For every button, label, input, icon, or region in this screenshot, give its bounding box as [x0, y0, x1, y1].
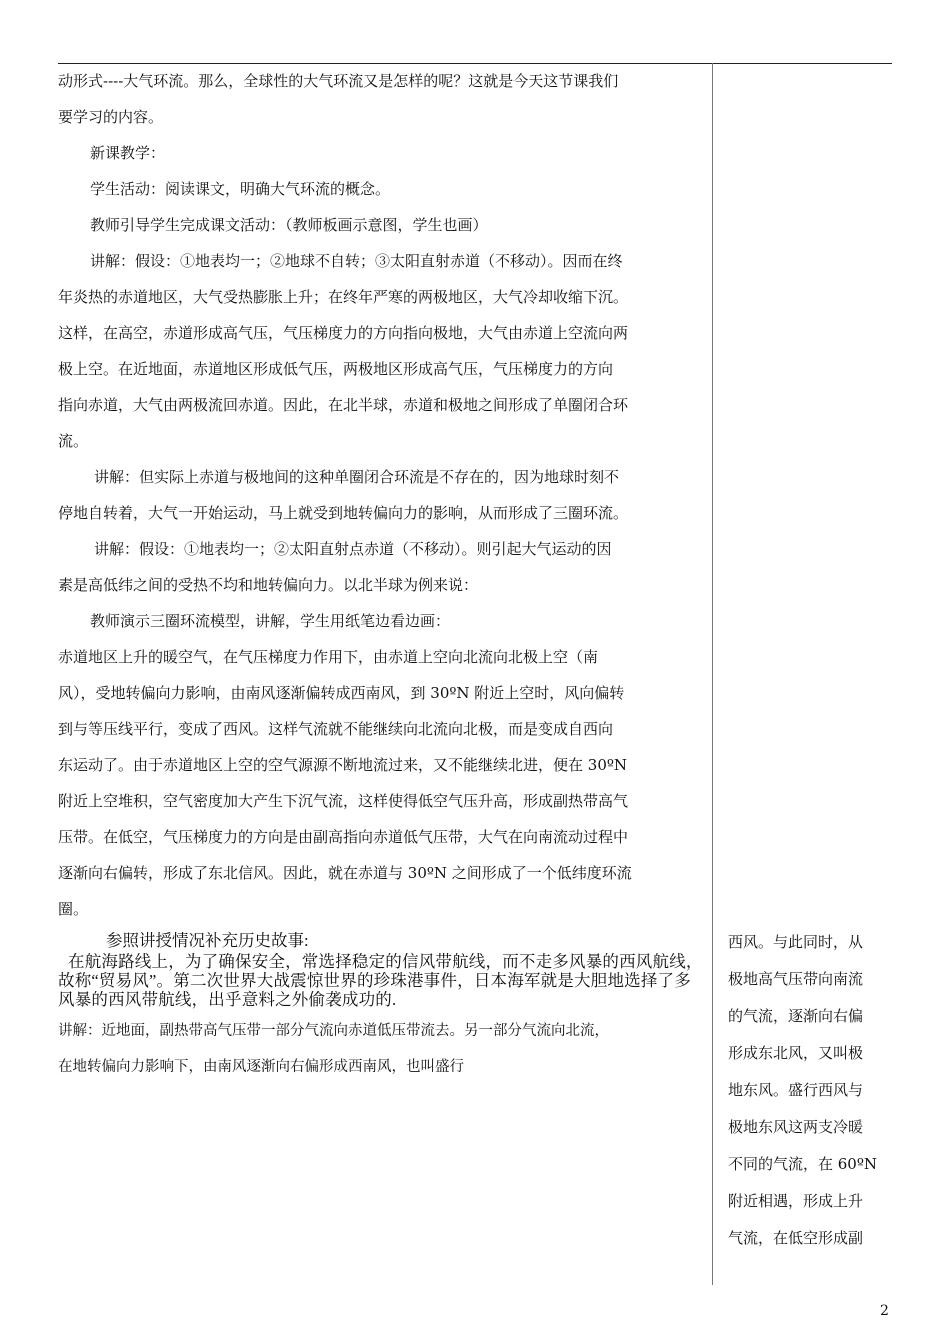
side-line: 西风。与此同时，从 — [728, 933, 864, 951]
story-heading: 参照讲授情况补充历史故事: — [106, 931, 309, 950]
text-line: 在地转偏向力影响下，由南风逐渐向右偏形成西南风，也叫盛行 — [58, 1059, 464, 1075]
text-line: 年炎热的赤道地区，大气受热膨胀上升；在终年严寒的两极地区，大气冷却收缩下沉。 — [58, 288, 629, 306]
text-line: 素是高低纬之间的受热不均和地转偏向力。以北半球为例来说： — [58, 576, 479, 594]
text-line: 教师演示三圈环流模型，讲解，学生用纸笔边看边画： — [90, 612, 451, 630]
text-line: 教师引导学生完成课文活动：（教师板画示意图，学生也画） — [90, 216, 488, 234]
story-text: 在航海路线上，为了确保安全，常选择稳定的信风带航线，而不走多风暴的西风航线，故称“贸易风”。第二次世界大战震惊世界的珍珠港事件，日本海军就是大胆地选择了多风暴的西风带航线，出乎意料之外偷袭成功的. — [58, 952, 703, 1009]
side-line: 不同的气流，在 60ºN — [728, 1155, 878, 1173]
text-line: 流。 — [58, 432, 89, 450]
text-line: 压带。在低空，气压梯度力的方向是由副高指向赤道低气压带，大气在向南流动过程中 — [58, 828, 629, 846]
side-line: 形成东北风，又叫极 — [728, 1044, 864, 1062]
text-line: 极上空。在近地面，赤道地区形成低气压，两极地区形成高气压，气压梯度力的方向 — [58, 360, 614, 378]
text-line: 逐渐向右偏转，形成了东北信风。因此，就在赤道与 30ºN 之间形成了一个低纬度环流 — [58, 864, 632, 882]
side-line: 极地高气压带向南流 — [728, 970, 864, 988]
text-line: 东运动了。由于赤道地区上空的空气源源不断地流过来，又不能继续北进，便在 30ºN — [58, 756, 628, 774]
side-line: 极地东风这两支冷暖 — [728, 1118, 864, 1136]
text-line: 学生活动：阅读课文，明确大气环流的概念。 — [90, 180, 391, 198]
text-line: 讲解：假设：①地表均一；②太阳直射点赤道（不移动）。则引起大气运动的因 — [94, 540, 612, 558]
text-line: 附近上空堆积，空气密度加大产生下沉气流，这样使得低空气压升高，形成副热带高气 — [58, 792, 629, 810]
text-line: 动形式----大气环流。那么，全球性的大气环流又是怎样的呢？这就是今天这节课我们 — [58, 72, 619, 90]
page-number: 2 — [880, 1303, 889, 1319]
side-line: 地东风。盛行西风与 — [728, 1081, 864, 1099]
text-line: 新课教学： — [90, 144, 166, 162]
text-line: 这样，在高空，赤道形成高气压，气压梯度力的方向指向极地，大气由赤道上空流向两 — [58, 324, 629, 342]
text-line: 要学习的内容。 — [58, 108, 164, 126]
text-line: 风），受地转偏向力影响，由南风逐渐偏转成西南风，到 30ºN 附近上空时，风向偏转 — [58, 684, 625, 702]
side-column — [728, 924, 893, 1257]
side-line: 附近相遇，形成上升 — [728, 1192, 864, 1210]
text-line: 圈。 — [58, 900, 89, 918]
column-divider — [712, 63, 713, 1285]
text-line: 赤道地区上升的暖空气，在气压梯度力作用下，由赤道上空向北流向北极上空（南 — [58, 648, 599, 666]
text-line: 讲解：但实际上赤道与极地间的这种单圈闭合环流是不存在的，因为地球时刻不 — [94, 468, 620, 486]
text-line: 停地自转着，大气一开始运动，马上就受到地转偏向力的影响，从而形成了三圈环流。 — [58, 504, 629, 522]
text-line: 讲解：近地面，副热带高气压带一部分气流向赤道低压带流去。另一部分气流向北流， — [58, 1023, 609, 1039]
side-line: 气流，在低空形成副 — [728, 1229, 864, 1247]
history-story — [58, 930, 706, 1085]
text-line: 指向赤道，大气由两极流回赤道。因此，在北半球，赤道和极地之间形成了单圈闭合环 — [58, 396, 629, 414]
text-line: 到与等压线平行，变成了西风。这样气流就不能继续向北流向北极，而是变成自西向 — [58, 720, 614, 738]
side-line: 的气流，逐渐向右偏 — [728, 1007, 864, 1025]
main-column — [58, 63, 698, 927]
story-explanation — [58, 1013, 706, 1085]
text-line: 讲解：假设：①地表均一；②地球不自转；③太阳直射赤道（不移动）。因而在终 — [90, 252, 623, 270]
